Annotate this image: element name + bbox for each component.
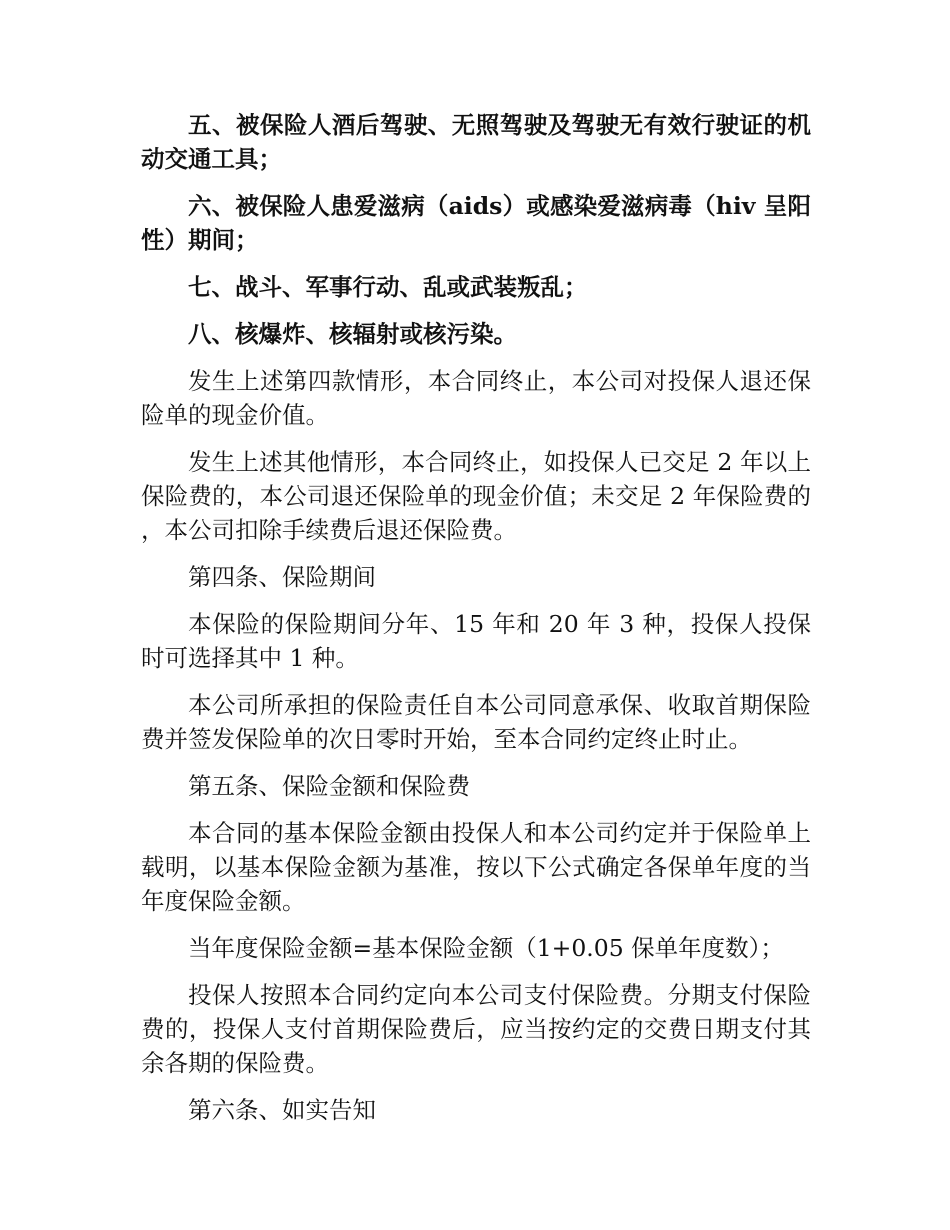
paragraph-premium-payment: 投保人按照本合同约定向本公司支付保险费。分期支付保险费的，投保人支付首期保险费后，应当按约定的交费日期支付其余各期的保险费。: [141, 981, 811, 1077]
clause-item-5: 五、被保险人酒后驾驶、无照驾驶及驾驶无有效行驶证的机动交通工具；: [141, 111, 811, 173]
paragraph-fourth-case: 发生上述第四款情形，本合同终止，本公司对投保人退还保险单的现金价值。: [141, 367, 811, 429]
clause-item-7: 七、战斗、军事行动、乱或武装叛乱；: [188, 273, 588, 301]
clause-item-8: 八、核爆炸、核辐射或核污染。: [188, 320, 517, 348]
paragraph-basic-amount: 本合同的基本保险金额由投保人和本公司约定并于保险单上载明，以基本保险金额为基准，按以下公式确定各保单年度的当年度保险金额。: [141, 819, 811, 915]
paragraph-liability-start: 本公司所承担的保险责任自本公司同意承保、收取首期保险费并签发保险单的次日零时开始，至本合同约定终止时止。: [141, 691, 811, 753]
document-body: [141, 108, 811, 1140]
clause-item-6: 六、被保险人患爱滋病（aids）或感染爱滋病毒（hiv 呈阳性）期间；: [141, 192, 811, 254]
paragraph-other-cases: 发生上述其他情形，本合同终止，如投保人已交足 2 年以上保险费的，本公司退还保险单的现金价值；未交足 2 年保险费的，本公司扣除手续费后退还保险费。: [141, 448, 811, 544]
paragraph-insurance-period: 本保险的保险期间分年、15 年和 20 年 3 种，投保人投保时可选择其中 1 种。: [141, 610, 811, 672]
article-5-heading: 第五条、保险金额和保险费: [188, 772, 470, 800]
article-4-heading: 第四条、保险期间: [188, 563, 376, 591]
article-6-heading: 第六条、如实告知: [188, 1096, 376, 1124]
paragraph-formula: 当年度保险金额=基本保险金额（1+0.05 保单年度数）；: [188, 934, 784, 962]
